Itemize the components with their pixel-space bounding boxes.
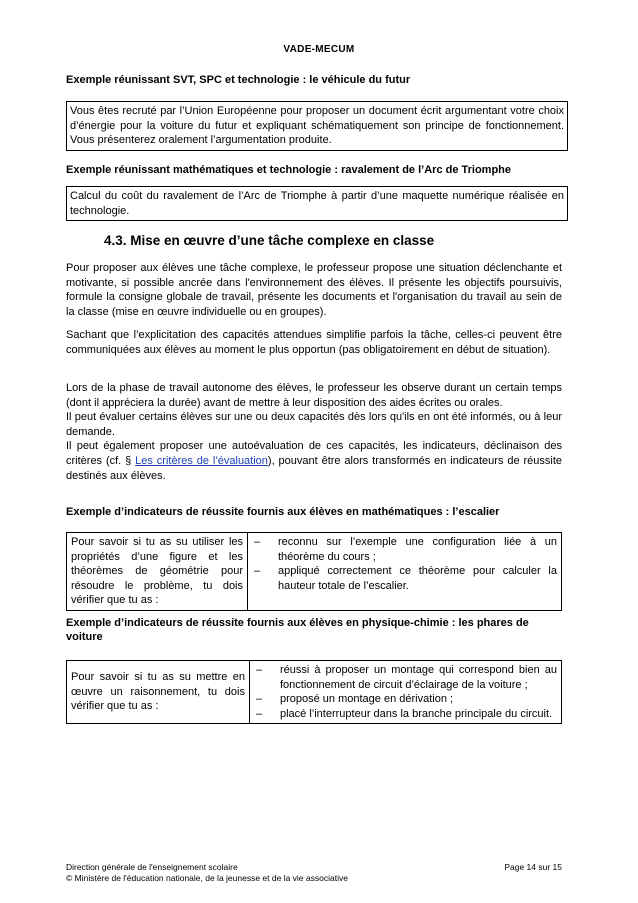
paragraph-text: Lors de la phase de travail autonome des élèves, le professeur les observe durant un certain temps (dont il appréciera la durée) avant de mettre à leur disposition des aides écrites ou orales. bbox=[66, 382, 562, 409]
list-item bbox=[254, 707, 557, 722]
page-header: VADE-MECUM bbox=[283, 44, 355, 55]
page-footer bbox=[66, 862, 562, 884]
example-vehicle-box: Vous êtes recruté par l’Union Européenne pour proposer un document écrit argumentant votre choix d’énergie pour la voiture du futur et expliquant schématiquement son principe de fonctionnement. Vous présenterez oralement l’argumentation produite. bbox=[66, 101, 568, 151]
paragraph-text: Il peut évaluer certains élèves sur une ou deux capacités dès lors qu'ils en ont été informés, ou à leur demande. bbox=[66, 411, 562, 438]
table-row bbox=[67, 533, 562, 611]
math-indicators-cell bbox=[248, 533, 562, 611]
physics-criteria-cell: Pour savoir si tu as su mettre en œuvre un raisonnement, tu dois vérifier que tu as : bbox=[67, 661, 250, 724]
physics-indicators-cell bbox=[250, 661, 562, 724]
dash-bullet-icon: – bbox=[254, 565, 261, 577]
footer-direction: Direction générale de l'enseignement scolaire bbox=[66, 862, 238, 872]
table-row bbox=[67, 661, 562, 724]
page-number: Page 14 sur 15 bbox=[504, 862, 562, 872]
list-item bbox=[252, 564, 557, 593]
paragraph-autonome bbox=[66, 381, 562, 483]
example-arc-box: Calcul du coût du ravalement de l’Arc de Triomphe à partir d’une maquette numérique réalisée en technologie. bbox=[66, 186, 568, 221]
math-criteria-cell: Pour savoir si tu as su utiliser les propriétés d’une figure et les théorèmes de géométrie pour résoudre le problème, tu dois vérifier que tu as : bbox=[67, 533, 248, 611]
paragraph-text: Il peut également proposer une autoévaluation de ces capacités, les indicateurs, déclinaison des critères (cf. § bbox=[66, 440, 562, 467]
physics-indicators-table bbox=[66, 660, 562, 724]
list-item-text: réussi à proposer un montage qui correspond bien au fonctionnement de circuit d’éclairage de la voiture ; bbox=[280, 664, 557, 691]
math-indicators-table bbox=[66, 532, 562, 611]
dash-bullet-icon: – bbox=[256, 693, 263, 705]
list-item-text: placé l’interrupteur dans la branche principale du circuit. bbox=[280, 707, 553, 720]
list-item-text: proposé un montage en dérivation ; bbox=[280, 693, 454, 705]
list-item bbox=[254, 663, 557, 692]
paragraph-situation bbox=[66, 261, 562, 319]
physics-indicators-list bbox=[254, 663, 557, 721]
list-item-text: appliqué correctement ce théorème pour calculer la hauteur totale de l’escalier. bbox=[278, 565, 557, 592]
paragraph-text: ), pouvant être alors transformés en indicateurs de réussite destinés aux élèves. bbox=[66, 454, 563, 482]
list-item bbox=[254, 692, 557, 707]
example-arc-title: Exemple réunissant mathématiques et technologie : ravalement de l’Arc de Triomphe bbox=[66, 164, 512, 176]
dash-bullet-icon: – bbox=[254, 536, 261, 548]
paragraph-capacites bbox=[66, 328, 562, 357]
math-indicators-list bbox=[252, 535, 557, 593]
list-item-text: reconnu sur l’exemple une configuration liée à un théorème du cours ; bbox=[278, 536, 557, 563]
paragraph-text: Sachant que l’explicitation des capacités attendues simplifie parfois la tâche, celles-ci peuvent être communiquées aux élèves au moment le plus opportun (pas obligatoirement en début de situation). bbox=[66, 329, 562, 356]
example-vehicle-title: Exemple réunissant SVT, SPC et technologie : le véhicule du futur bbox=[66, 74, 411, 86]
list-item bbox=[252, 535, 557, 564]
criteres-evaluation-link[interactable]: Les critères de l’évaluation bbox=[135, 454, 268, 467]
physics-example-title: Exemple d’indicateurs de réussite fournis aux élèves en physique-chimie : les phares de voiture bbox=[66, 617, 529, 643]
footer-ministere: © Ministère de l'éducation nationale, de la jeunesse et de la vie associative bbox=[66, 873, 348, 883]
paragraph-text: Pour proposer aux élèves une tâche complexe, le professeur propose une situation déclenchante et motivante, si possible ancrée dans l'environnement des élèves. Il présente les objectifs poursuivis, formule la consigne globale de travail, présente les documents et l'organisation du travail au sein de la classe (mise en œuvre individuelle ou en groupes). bbox=[66, 262, 562, 318]
dash-bullet-icon: – bbox=[256, 664, 263, 676]
math-example-title: Exemple d’indicateurs de réussite fournis aux élèves en mathématiques : l’escalier bbox=[66, 506, 500, 518]
dash-bullet-icon: – bbox=[256, 707, 263, 720]
section-title: 4.3. Mise en œuvre d’une tâche complexe en classe bbox=[104, 233, 435, 248]
paragraph-autoevaluation bbox=[66, 439, 562, 483]
